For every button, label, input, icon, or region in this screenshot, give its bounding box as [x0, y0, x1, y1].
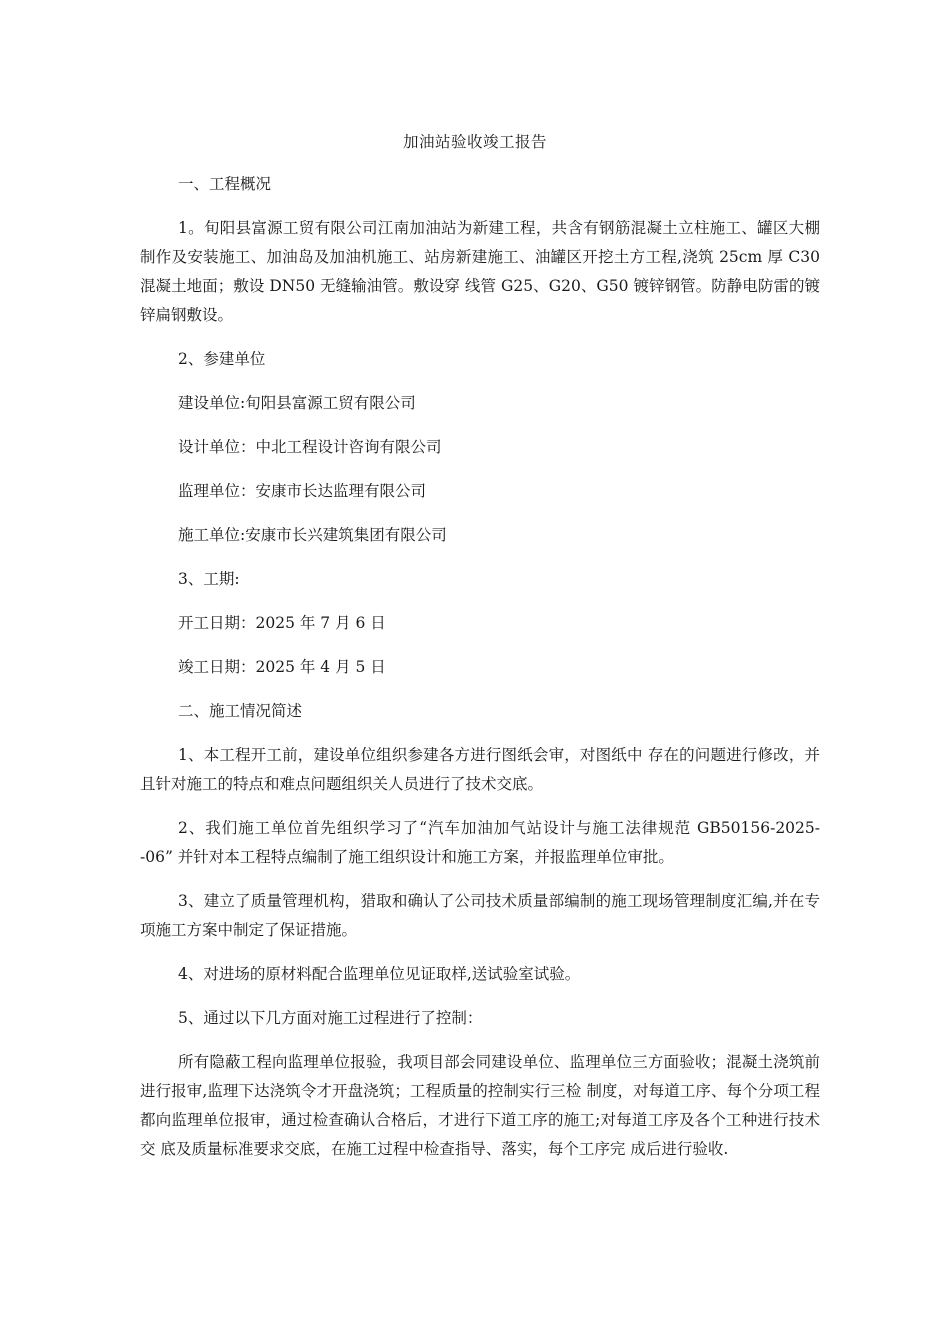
subsection-heading-participants: 2、参建单位	[178, 350, 266, 368]
document-body	[140, 170, 820, 1179]
subsection-heading-schedule: 3、工期:	[178, 570, 240, 588]
paragraph-summary-1: 1、本工程开工前，建设单位组织参建各方进行图纸会审，对图纸中 存在的问题进行修改，并且针对施工的特点和难点问题组织关人员进行了技术交底。	[140, 746, 820, 793]
paragraph-start-date: 开工日期：2025 年 7 月 6 日	[178, 614, 386, 632]
section-heading-overview: 一、工程概况	[178, 175, 272, 193]
paragraph-completion-date: 竣工日期：2025 年 4 月 5 日	[178, 658, 386, 676]
paragraph-quality-control: 所有隐蔽工程向监理单位报验，我项目部会同建设单位、监理单位三方面验收；混凝土浇筑前进行报审,监理下达浇筑令才开盘浇筑；工程质量的控制实行三检 制度，对每道工序、每个分项工程都向监理单位报审，通过检查确认合格后，才进行下道工序的施工;对每道工序及各个工种进行技术交 底及质量标准要求交底，在施工过程中检查指导、落实，每个工序完 成后进行验收.	[140, 1053, 820, 1158]
paragraph-summary-2: 2、我们施工单位首先组织学习了“汽车加油加气站设计与施工法律规范 GB50156-2025--06” 并针对本工程特点编制了施工组织设计和施工方案，并报监理单位审批。	[140, 819, 820, 866]
paragraph-design-unit: 设计单位：中北工程设计咨询有限公司	[178, 438, 442, 456]
paragraph-supervision-unit: 监理单位：安康市长达监理有限公司	[178, 482, 427, 500]
paragraph-summary-3: 3、建立了质量管理机构，猎取和确认了公司技术质量部编制的施工现场管理制度汇编,并在专项施工方案中制定了保证措施。	[140, 892, 820, 939]
document-title: 加油站验收竣工报告	[402, 133, 547, 151]
paragraph-summary-5: 5、通过以下几方面对施工过程进行了控制：	[178, 1009, 483, 1027]
paragraph-summary-4: 4、对进场的原材料配合监理单位见证取样,送试验室试验。	[178, 965, 581, 983]
paragraph-project-description: 1。旬阳县富源工贸有限公司江南加油站为新建工程，共含有钢筋混凝土立柱施工、罐区大棚制作及安装施工、加油岛及加油机施工、站房新建施工、油罐区开挖土方工程,浇筑 25cm 厚 C30 混凝土地面；敷设 DN50 无缝输油管。敷设穿 线管 G25、G20、G50 镀锌钢管。防静电防雷的镀锌扁钢敷设。	[140, 219, 820, 324]
paragraph-construction-unit: 建设单位:旬阳县富源工贸有限公司	[178, 394, 416, 412]
paragraph-contractor-unit: 施工单位:安康市长兴建筑集团有限公司	[178, 526, 447, 544]
section-heading-construction-summary: 二、施工情况简述	[178, 702, 303, 720]
